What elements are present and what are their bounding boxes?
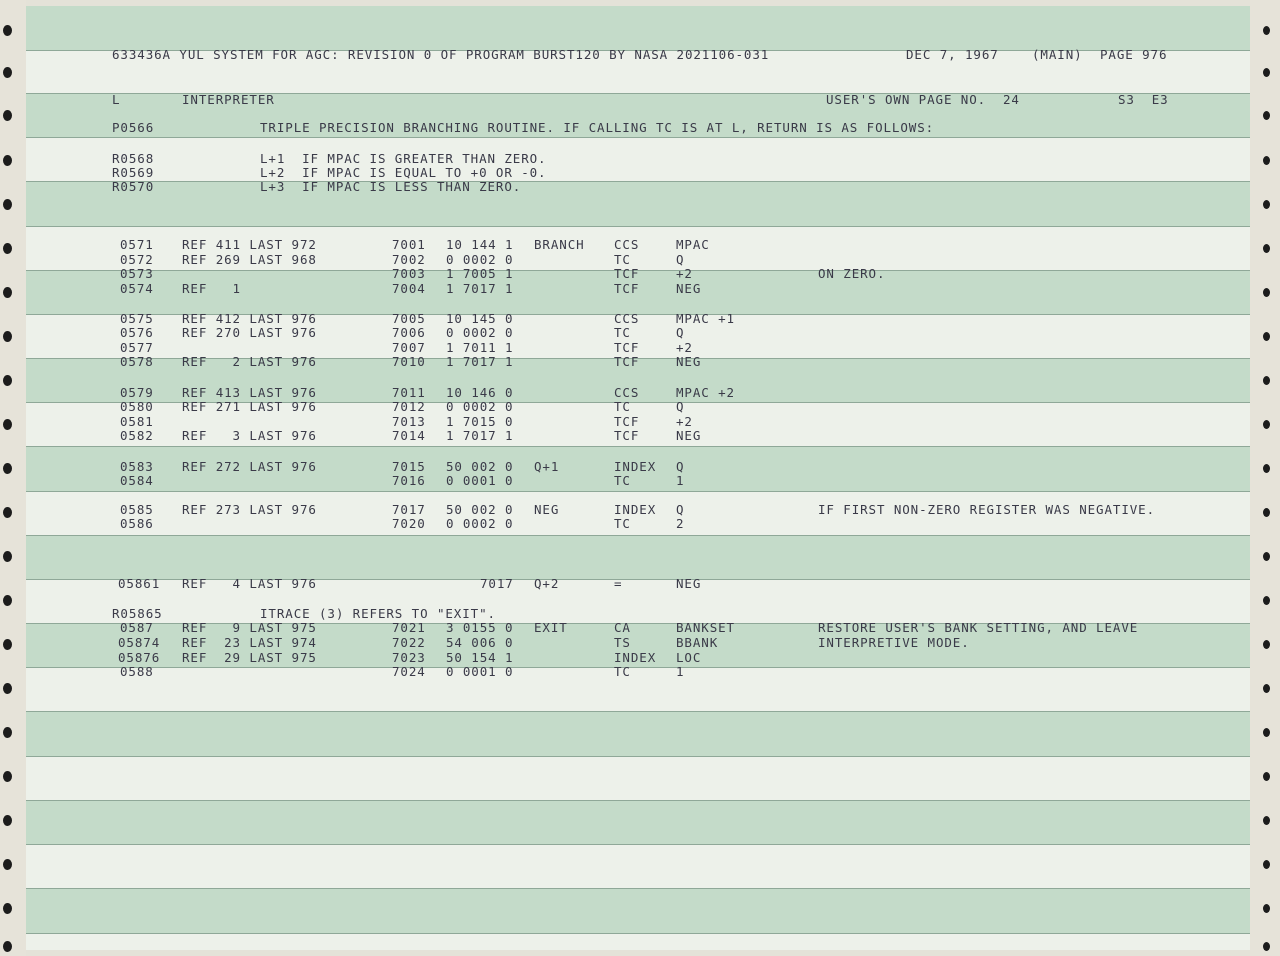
card-number: 0571: [120, 237, 154, 252]
ref-field: REF 3 LAST 976: [182, 428, 317, 443]
octal-word: 50 002 0: [446, 459, 514, 474]
ref-field: REF 270 LAST 976: [182, 325, 317, 340]
remark: IF FIRST NON-ZERO REGISTER WAS NEGATIVE.: [818, 502, 1156, 517]
octal-word: 1 7017 1: [446, 354, 514, 369]
tractor-hole: [3, 243, 12, 254]
address: NEG: [676, 428, 702, 443]
card-number: 0579: [120, 385, 154, 400]
octal-word: 1 7017 1: [446, 281, 514, 296]
ref-field: REF 269 LAST 968: [182, 252, 317, 267]
opcode: CCS: [614, 385, 640, 400]
tractor-hole: [1263, 156, 1270, 165]
card-number: 0578: [120, 354, 154, 369]
opcode: TC: [614, 325, 631, 340]
tractor-hole: [1263, 420, 1270, 429]
right-tractor-margin: [1250, 0, 1280, 956]
card-number: 05876: [118, 650, 161, 665]
location: 7021: [392, 620, 426, 635]
comment-card-id: R0570: [112, 179, 155, 194]
opcode: TCF: [614, 266, 640, 281]
tractor-hole: [3, 67, 12, 78]
octal-word: 54 006 0: [446, 635, 514, 650]
green-band: [26, 711, 1250, 756]
opcode: TCF: [614, 414, 640, 429]
card-number: 0580: [120, 399, 154, 414]
opcode: TC: [614, 664, 631, 679]
section-code: S3 E3: [1118, 92, 1169, 107]
tractor-hole: [1263, 816, 1270, 825]
address: 1: [676, 664, 685, 679]
location: 7003: [392, 266, 426, 281]
card-number: 0583: [120, 459, 154, 474]
location: 7002: [392, 252, 426, 267]
tractor-hole: [3, 419, 12, 430]
octal-word: 0 0001 0: [446, 473, 514, 488]
address: NEG: [676, 354, 702, 369]
opcode: TC: [614, 252, 631, 267]
tractor-hole: [3, 375, 12, 386]
tractor-hole: [3, 595, 12, 606]
octal-word: 1 7015 0: [446, 414, 514, 429]
tractor-hole: [1263, 288, 1270, 297]
tractor-hole: [1263, 111, 1270, 120]
tractor-hole: [1263, 728, 1270, 737]
ref-field: REF 413 LAST 976: [182, 385, 317, 400]
location: 7011: [392, 385, 426, 400]
opcode: TCF: [614, 428, 640, 443]
tractor-hole: [1263, 772, 1270, 781]
address: +2: [676, 414, 693, 429]
label-field: EXIT: [534, 620, 568, 635]
section-title: INTERPRETER: [182, 92, 275, 107]
address: NEG: [676, 576, 702, 591]
octal-word: 0 0002 0: [446, 399, 514, 414]
address: MPAC +2: [676, 385, 735, 400]
comment-text: L+2 IF MPAC IS EQUAL TO +0 OR -0.: [260, 165, 547, 180]
location: 7013: [392, 414, 426, 429]
address: MPAC +1: [676, 311, 735, 326]
card-number: 0573: [120, 266, 154, 281]
octal-word: 0 0001 0: [446, 664, 514, 679]
address: MPAC: [676, 237, 710, 252]
tractor-hole: [3, 859, 12, 870]
card-number: 0586: [120, 516, 154, 531]
tractor-hole: [1263, 640, 1270, 649]
opcode: TC: [614, 399, 631, 414]
opcode: TC: [614, 473, 631, 488]
tractor-hole: [1263, 464, 1270, 473]
octal-word: 0 0002 0: [446, 325, 514, 340]
tractor-hole: [3, 155, 12, 166]
tractor-hole: [1263, 684, 1270, 693]
address: 1: [676, 473, 685, 488]
address: Q: [676, 252, 685, 267]
address: Q: [676, 459, 685, 474]
ref-field: REF 4 LAST 976: [182, 576, 317, 591]
printout-sheet: [26, 6, 1250, 950]
location: 7001: [392, 237, 426, 252]
card-number: 0584: [120, 473, 154, 488]
tractor-hole: [1263, 904, 1270, 913]
tractor-hole: [3, 287, 12, 298]
user-page-number: USER'S OWN PAGE NO. 24: [826, 92, 1020, 107]
tractor-hole: [3, 639, 12, 650]
tractor-hole: [3, 551, 12, 562]
card-number: 05874: [118, 635, 161, 650]
header-date: DEC 7, 1967: [906, 47, 999, 62]
tractor-hole: [3, 771, 12, 782]
ref-field: REF 271 LAST 976: [182, 399, 317, 414]
trace-note: ITRACE (3) REFERS TO "EXIT".: [260, 606, 496, 621]
address: BBANK: [676, 635, 719, 650]
header-title: 633436A YUL SYSTEM FOR AGC: REVISION 0 OF PROGRAM BURST120 BY NASA 2021106-031: [112, 47, 770, 62]
card-number: 0576: [120, 325, 154, 340]
opcode: CCS: [614, 237, 640, 252]
octal-word: 50 154 1: [446, 650, 514, 665]
location: 7010: [392, 354, 426, 369]
opcode: TC: [614, 516, 631, 531]
card-number: 0581: [120, 414, 154, 429]
label-field: NEG: [534, 502, 560, 517]
card-number: R05865: [112, 606, 163, 621]
tractor-hole: [1263, 200, 1270, 209]
ref-field: REF 411 LAST 972: [182, 237, 317, 252]
location: 7016: [392, 473, 426, 488]
remark: ON ZERO.: [818, 266, 886, 281]
ref-field: REF 273 LAST 976: [182, 502, 317, 517]
tractor-hole: [3, 815, 12, 826]
tractor-hole: [1263, 244, 1270, 253]
card-number: 0574: [120, 281, 154, 296]
card-number: 05861: [118, 576, 161, 591]
opcode: CCS: [614, 311, 640, 326]
label-field: Q+1: [534, 459, 560, 474]
tractor-hole: [3, 941, 12, 952]
comment-text: TRIPLE PRECISION BRANCHING ROUTINE. IF CALLING TC IS AT L, RETURN IS AS FOLLOWS:: [260, 120, 935, 135]
address: LOC: [676, 650, 702, 665]
octal-word: 7017: [480, 576, 514, 591]
location: 7015: [392, 459, 426, 474]
location: 7024: [392, 664, 426, 679]
remark: RESTORE USER'S BANK SETTING, AND LEAVE: [818, 620, 1139, 635]
card-number: 0577: [120, 340, 154, 355]
log-section-marker: L: [112, 92, 121, 107]
tractor-hole: [3, 110, 12, 121]
location: 7023: [392, 650, 426, 665]
tractor-hole: [1263, 596, 1270, 605]
green-band: [26, 535, 1250, 579]
tractor-hole: [1263, 860, 1270, 869]
location: 7014: [392, 428, 426, 443]
tractor-hole: [1263, 552, 1270, 561]
card-number: 0588: [120, 664, 154, 679]
comment-card-id: R0568: [112, 151, 155, 166]
opcode: INDEX: [614, 650, 657, 665]
ref-field: REF 272 LAST 976: [182, 459, 317, 474]
tractor-hole: [3, 25, 12, 36]
comment-text: L+3 IF MPAC IS LESS THAN ZERO.: [260, 179, 522, 194]
label-field: Q+2: [534, 576, 560, 591]
octal-word: 1 7011 1: [446, 340, 514, 355]
comment-text: L+1 IF MPAC IS GREATER THAN ZERO.: [260, 151, 547, 166]
opcode: TCF: [614, 340, 640, 355]
octal-word: 1 7017 1: [446, 428, 514, 443]
octal-word: 0 0002 0: [446, 252, 514, 267]
card-number: 0575: [120, 311, 154, 326]
address: BANKSET: [676, 620, 735, 635]
octal-word: 0 0002 0: [446, 516, 514, 531]
octal-word: 10 146 0: [446, 385, 514, 400]
location: 7006: [392, 325, 426, 340]
tractor-hole: [3, 331, 12, 342]
header-page: PAGE 976: [1100, 47, 1168, 62]
location: 7017: [392, 502, 426, 517]
tractor-hole: [3, 683, 12, 694]
ref-field: REF 2 LAST 976: [182, 354, 317, 369]
ref-field: REF 1: [182, 281, 241, 296]
card-number: 0572: [120, 252, 154, 267]
octal-word: 50 002 0: [446, 502, 514, 517]
green-band: [26, 888, 1250, 933]
address: Q: [676, 502, 685, 517]
tractor-hole: [3, 199, 12, 210]
comment-card-id: R0569: [112, 165, 155, 180]
opcode: TCF: [614, 354, 640, 369]
remark: INTERPRETIVE MODE.: [818, 635, 970, 650]
opcode: =: [614, 576, 623, 591]
opcode: INDEX: [614, 459, 657, 474]
comment-card-id: P0566: [112, 120, 155, 135]
tractor-hole: [1263, 376, 1270, 385]
left-tractor-margin: [0, 0, 26, 956]
location: 7007: [392, 340, 426, 355]
location: 7004: [392, 281, 426, 296]
green-band: [26, 800, 1250, 844]
address: +2: [676, 340, 693, 355]
header-main: (MAIN): [1032, 47, 1083, 62]
octal-word: 3 0155 0: [446, 620, 514, 635]
address: NEG: [676, 281, 702, 296]
tractor-hole: [3, 903, 12, 914]
tractor-hole: [1263, 942, 1270, 951]
label-field: BRANCH: [534, 237, 585, 252]
octal-word: 10 145 0: [446, 311, 514, 326]
opcode: INDEX: [614, 502, 657, 517]
opcode: CA: [614, 620, 631, 635]
ref-field: REF 29 LAST 975: [182, 650, 317, 665]
tractor-hole: [1263, 332, 1270, 341]
tractor-hole: [3, 463, 12, 474]
address: Q: [676, 325, 685, 340]
tractor-hole: [1263, 68, 1270, 77]
card-number: 0585: [120, 502, 154, 517]
octal-word: 1 7005 1: [446, 266, 514, 281]
address: Q: [676, 399, 685, 414]
address: +2: [676, 266, 693, 281]
ref-field: REF 412 LAST 976: [182, 311, 317, 326]
tractor-hole: [1263, 508, 1270, 517]
location: 7005: [392, 311, 426, 326]
address: 2: [676, 516, 685, 531]
card-number: 0587: [120, 620, 154, 635]
green-band: [26, 6, 1250, 50]
location: 7022: [392, 635, 426, 650]
opcode: TCF: [614, 281, 640, 296]
octal-word: 10 144 1: [446, 237, 514, 252]
tractor-hole: [1263, 26, 1270, 35]
location: 7020: [392, 516, 426, 531]
tractor-hole: [3, 507, 12, 518]
card-number: 0582: [120, 428, 154, 443]
ref-field: REF 9 LAST 975: [182, 620, 317, 635]
green-band: [26, 181, 1250, 226]
tractor-hole: [3, 727, 12, 738]
ref-field: REF 23 LAST 974: [182, 635, 317, 650]
opcode: TS: [614, 635, 631, 650]
location: 7012: [392, 399, 426, 414]
